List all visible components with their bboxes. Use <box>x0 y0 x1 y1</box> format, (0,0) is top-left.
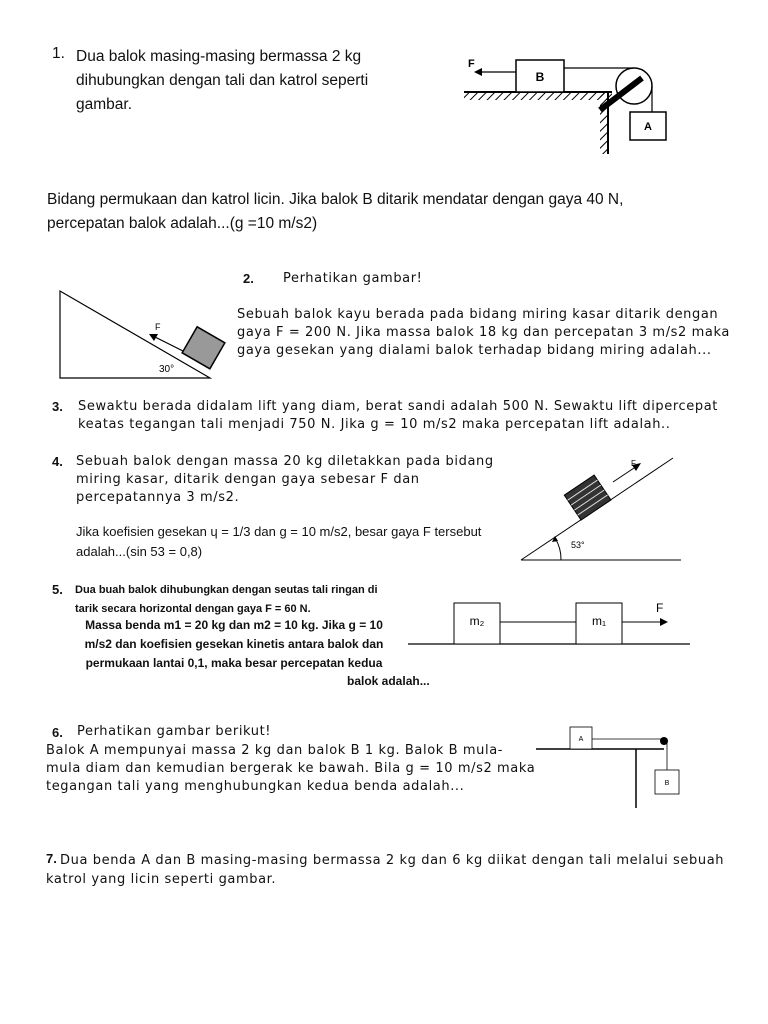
q2-force-label: F <box>155 322 161 332</box>
q4-sub-line: adalah...(sin 53 = 0,8) <box>76 544 203 559</box>
q2-incline <box>60 291 210 378</box>
q4-block <box>564 475 611 520</box>
q7-number: 7. <box>46 851 57 866</box>
q5-center-line: m/s2 dan koefisien gesekan kinetis antara balok dan <box>84 637 384 651</box>
q1-block-a-label: A <box>644 121 652 133</box>
q7-text <box>46 851 724 889</box>
q7-line: Dua benda A dan B masing-masing bermassa 2 kg dan 6 kg diikat dengan tali melalui sebuah <box>60 853 725 868</box>
q2-text <box>237 306 730 360</box>
q3-number: 3. <box>52 399 63 414</box>
q6-pulley-figure <box>530 722 690 812</box>
q2-block <box>182 327 225 369</box>
q2-line: gaya gesekan yang dialami balok terhadap bidang miring adalah... <box>237 343 712 358</box>
q6-heading: Perhatikan gambar berikut! <box>77 724 272 739</box>
q2-force-arrow <box>153 336 183 351</box>
q4-line: percepatannya 3 m/s2. <box>76 490 240 505</box>
q1-block-b-label: B <box>535 70 545 84</box>
q4-force-label: F <box>631 459 636 468</box>
q3-text <box>78 398 718 434</box>
q2-line: gaya F = 200 N. Jika massa balok 18 kg dan percepatan 3 m/s2 maka <box>237 325 730 340</box>
q2-line: Sebuah balok kayu berada pada bidang miring kasar ditarik dengan <box>237 307 719 322</box>
q1-line: dihubungkan dengan tali dan katrol seperti <box>76 72 369 89</box>
q5-last-line: balok adalah... <box>347 674 430 688</box>
q1-line: Dua balok masing-masing bermassa 2 kg <box>76 48 362 65</box>
q1-number: 1. <box>52 45 65 62</box>
q4-subtext <box>76 522 481 562</box>
q6-block-a-label: A <box>578 736 584 743</box>
q4-angle-label: 53° <box>571 540 585 550</box>
q1-detail <box>47 188 623 236</box>
q1-pulley-figure <box>460 50 680 160</box>
q5-number: 5. <box>52 582 63 597</box>
q1-detail-line: Bidang permukaan dan katrol licin. Jika balok B ditarik mendatar dengan gaya 40 N, <box>47 191 624 208</box>
q4-incline-figure <box>517 448 685 574</box>
q6-line: Balok A mempunyai massa 2 kg dan balok B 1 kg. Balok B mula- <box>46 743 504 758</box>
q5-center-line: Massa benda m1 = 20 kg dan m2 = 10 kg. Jika g = 10 <box>85 618 383 632</box>
q3-line: keatas tegangan tali menjadi 750 N. Jika g = 10 m/s2 maka percepatan lift adalah.. <box>78 417 671 432</box>
q6-line: tegangan tali yang menghubungkan kedua benda adalah... <box>46 779 465 794</box>
q6-text <box>46 742 535 796</box>
q5-block-m1-label: m₁ <box>591 614 607 628</box>
q2-heading: Perhatikan gambar! <box>283 271 423 286</box>
q5-line: tarik secara horizontal dengan gaya F = 60 N. <box>75 603 311 615</box>
q2-incline-figure <box>55 288 225 380</box>
q5-block-m2-label: m₂ <box>469 614 485 628</box>
q1-ground-hatch <box>464 92 612 100</box>
q6-block-b-label: B <box>664 780 670 787</box>
q1-force-label: F <box>468 58 475 70</box>
q5-center-line: permukaan lantai 0,1, maka besar percepatan kedua <box>85 656 383 670</box>
q4-line: miring kasar, ditarik dengan gaya sebesar F dan <box>76 472 420 487</box>
q2-angle-label: 30° <box>159 364 175 375</box>
q5-force-arrowhead <box>660 618 668 626</box>
q2-number: 2. <box>243 271 254 286</box>
q4-text <box>76 453 494 507</box>
q4-sub-line: Jika koefisien gesekan ɥ = 1/3 dan g = 10 m/s2, besar gaya F tersebut <box>76 524 482 539</box>
q1-detail-line: percepatan balok adalah...(g =10 m/s2) <box>47 215 318 232</box>
q4-number: 4. <box>52 454 63 469</box>
q4-force-arrow <box>613 466 637 482</box>
q5-blocks-figure <box>408 598 692 650</box>
q5-center-text <box>72 616 396 673</box>
q7-line: katrol yang licin seperti gambar. <box>46 872 277 887</box>
q5-line: Dua buah balok dihubungkan dengan seutas tali ringan di <box>75 584 378 596</box>
q1-text <box>76 45 368 117</box>
q4-line: Sebuah balok dengan massa 20 kg diletakkan pada bidang <box>76 454 494 469</box>
q3-line: Sewaktu berada didalam lift yang diam, berat sandi adalah 500 N. Sewaktu lift dipercepat <box>78 399 718 414</box>
q6-number: 6. <box>52 725 63 740</box>
q6-line: mula diam dan kemudian bergerak ke bawah. Bila g = 10 m/s2 maka <box>46 761 536 776</box>
q5-force-label: F <box>656 601 664 615</box>
q5-text <box>75 581 378 619</box>
q1-line: gambar. <box>76 96 133 113</box>
q1-force-arrowhead <box>474 68 482 76</box>
